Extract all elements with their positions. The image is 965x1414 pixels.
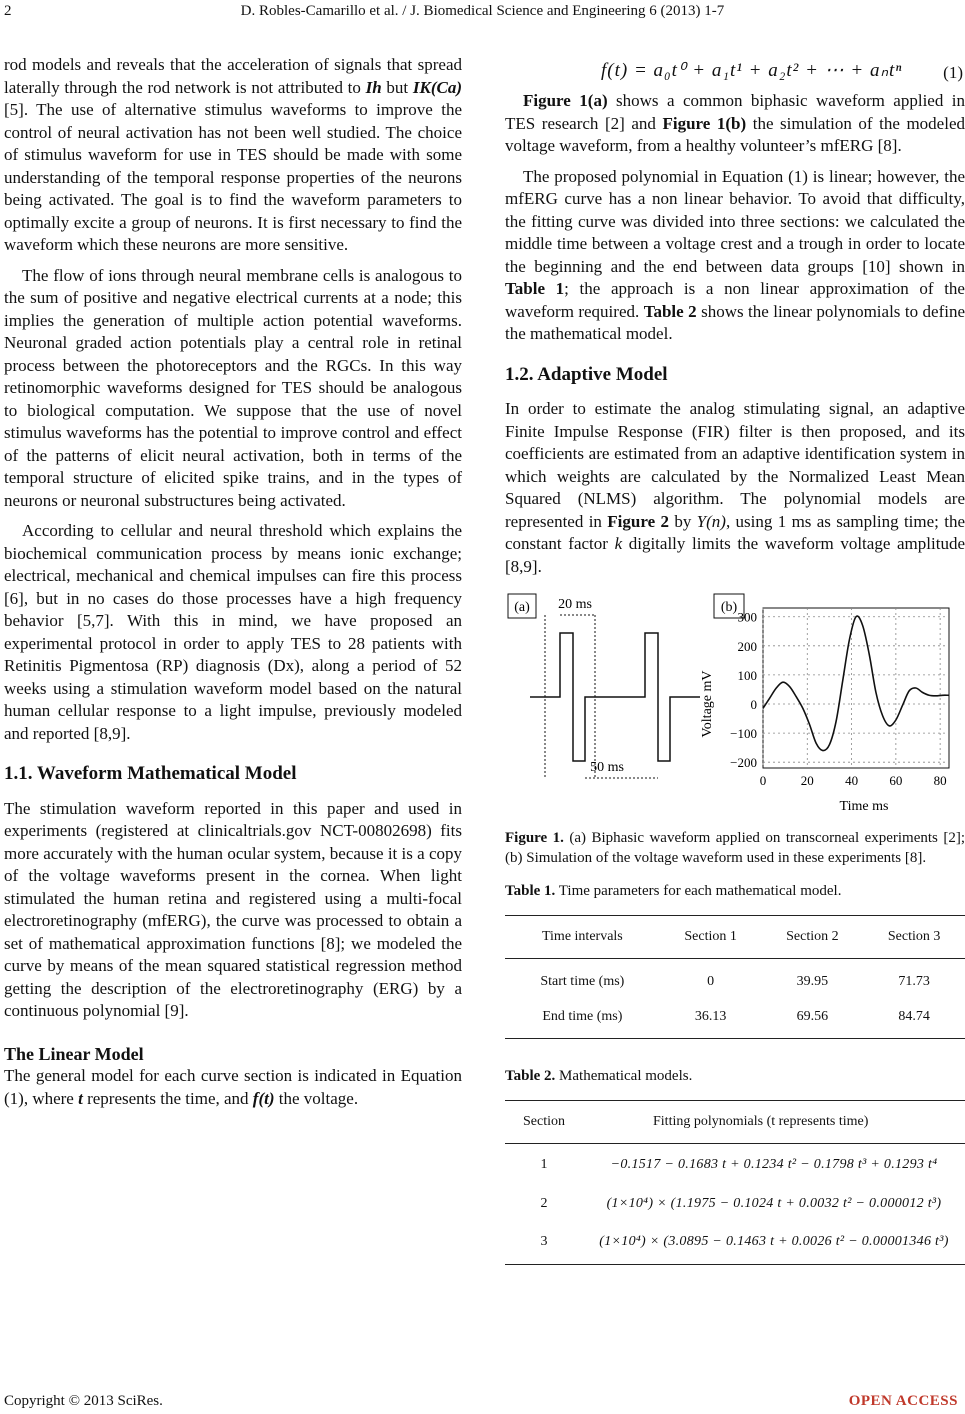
paragraph: Figure 1(a) shows a common biphasic waveform applied in TES research [2] and Figure 1(b) the simulation of the modeled voltage waveform, from a healthy volunteer’s mfERG [8]. [505, 91, 965, 155]
page-footer [4, 1393, 962, 1410]
y-tick-label: 0 [750, 697, 757, 712]
x-tick-label: 80 [933, 773, 947, 788]
ikca-term: IK(Ca) [412, 77, 462, 97]
x-tick-label: 60 [889, 773, 903, 788]
running-header [0, 0, 965, 30]
paragraph: The stimulation waveform reported in this paper and used in experiments (registered at clinicaltrials.gov NCT-00802698) fits more accurately with the human ocular system, because it is a copy of the voltage waveforms present in the cornea. When light stimulated the human retina and registered using a multi-focal electroretinography (mfERG), the curve was processed to obtain a set of mathematical approximation functions [8]; we modeled the curve by means of the mean squared statistical regression method getting the description of the electroretinography (ERG) by a continuous polynomial [9]. [4, 798, 462, 1020]
section-heading: 1.2. Adaptive Model [505, 363, 668, 385]
table-header-cell: Section [505, 1100, 583, 1144]
figure-1-caption: Figure 1. (a) Biphasic waveform applied on transcorneal experiments [2]; (b) Simulation of the voltage waveform used in these experiments [8]. [505, 830, 965, 866]
table-header-cell: Fitting polynomials (t represents time) [583, 1100, 965, 1144]
y-tick-label: −100 [730, 726, 757, 742]
subsection-heading: The Linear Model [4, 1043, 144, 1064]
panel-b-label: (b) [720, 600, 738, 615]
equation-number: (1) [943, 63, 963, 82]
equation-1 [505, 54, 965, 90]
y-tick-label: 200 [737, 638, 757, 654]
b-x-axis-label: Time ms [839, 799, 889, 814]
a-bottom-label: 50 ms [590, 760, 624, 775]
table-row: 1 −0.1517 − 0.1683 t + 0.1234 t² − 0.1798 t³ + 0.1293 t⁴ [540, 1157, 938, 1172]
b-y-axis-label: Voltage mV [700, 670, 715, 738]
paragraph: In order to estimate the analog stimulating signal, an adaptive Finite Impulse Response (FIR) filter is then proposed, and its coefficients are estimated from an adaptive identification system in which weights are calculated by the Normalized Least Mean Squared (NLMS) algorithm. The polynomial models are represented in Figure 2 by Y(n), using 1 ms as sampling time; the constant factor k digitally limits the waveform voltage amplitude [8,9]. [505, 399, 965, 576]
table-header-row [505, 1100, 965, 1144]
panel-a-label: (a) [514, 600, 530, 615]
table-header-cell: Section 2 [761, 915, 863, 959]
equation-body: f(t) = a₀t⁰ + a₁t¹ + a₂t² + ⋯ + aₙtⁿ [601, 60, 903, 81]
page-number: 2 [4, 3, 12, 19]
voltage-series-line [763, 616, 949, 750]
paragraph: The general model for each curve section is indicated in Equation (1), where t represents the time, and f(t) the voltage. [4, 1066, 462, 1108]
figure-1 [505, 588, 965, 816]
table-2-caption: Table 2. Mathematical models. [505, 1068, 693, 1084]
table-header-row [505, 915, 965, 959]
ih-term: Ih [365, 77, 382, 97]
biphasic-waveform [530, 633, 700, 761]
figure-1-svg [505, 588, 965, 816]
y-tick-label: −200 [730, 755, 757, 771]
table-row: 3 (1×10⁴) × (3.0895 − 0.1463 t + 0.0026 t² − 0.00001346 t³) [505, 1221, 965, 1264]
paragraph: rod models and reveals that the acceleration of signals that spread laterally through the rod network is not attributed to Ih but IK(Ca) [5]. The use of alternative stimulus waveforms to improve the control of neural activation has not been well studied. The choice of stimulus waveform for use in TES should be made with some understanding of the temporal response properties of the neurons being activated. The goal is to find the waveform parameters to optimally excite a group of neurons. It is first necessary to find the waveform which these neurons are more sensitive. [4, 55, 462, 254]
paragraph: The proposed polynomial in Equation (1) is linear; however, the mfERG curve has a non linear behavior. To avoid that difficulty, the fitting curve was divided into three sections: we calculated the middle time between a voltage crest and a trough in order to locate the beginning and the end between data groups [10] shown in Table 1; the approach is a non linear approximation of the waveform required. Table 2 shows the linear polynomials to define the mathematical model. [505, 166, 965, 343]
open-access-badge: OPEN ACCESS [848, 1393, 958, 1409]
x-tick-label: 20 [800, 773, 814, 788]
table-header-cell: Time intervals [505, 915, 660, 959]
copyright: Copyright © 2013 SciRes. [4, 1393, 163, 1409]
a-top-label: 20 ms [558, 597, 592, 612]
paragraph: According to cellular and neural threshold which explains the biochemical communication process by means ionic exchange; electrical, mechanical and chemical impulses can fire this process [6], but in no cases do those processes have a high frequency behavior [5,7]. With this in mind, we have proposed an experimental protocol in order to apply TES to 28 patients with Retinitis Pigmentosa (RP) diagnosis (Dx), along a period of 52 weeks using a stimulation waveform model based on the natural human cellular response to a light impulse, previously modeled and reported [8,9]. [4, 521, 462, 743]
paragraph: The flow of ions through neural membrane cells is analogous to the sum of positive and negative electrical currents at a node; this implies the generation of multiple action potential waveforms. Neuronal graded action potentials play a central role in retinal process between the photoreceptors and the RGCs. In this way retinomorphic waveforms designed for TES should be analogous to biological computation. We suppose that the use of novel stimulus waveforms has the potential to improve control and effect of the patterns of elicit neural activation, both in terms of the temporal structure of elicited spike trains, and in the types of neurons or neuronal substructures being activated. [4, 265, 462, 510]
right-column [505, 54, 965, 1265]
chart-area [730, 608, 949, 788]
left-column [4, 54, 462, 1118]
x-tick-label: 0 [759, 773, 767, 788]
x-tick-label: 40 [845, 773, 859, 788]
table-1 [505, 915, 965, 1040]
table-header-cell: Section 1 [660, 915, 762, 959]
y-tick-label: 300 [737, 609, 757, 625]
section-heading: 1.1. Waveform Mathematical Model [4, 763, 297, 784]
table-row: 2 (1×10⁴) × (1.1975 − 0.1024 t + 0.0032 t² − 0.000012 t³) [540, 1195, 942, 1211]
running-head: D. Robles-Camarillo et al. / J. Biomedical Science and Engineering 6 (2013) 1-7 [240, 3, 725, 19]
table-row: Start time (ms) 0 39.95 71.73 [540, 974, 930, 989]
table-2 [505, 1100, 965, 1265]
table-row: End time (ms) 36.13 69.56 84.74 [505, 1000, 965, 1039]
table-1-caption: Table 1. Time parameters for each mathematical model. [505, 883, 842, 899]
y-tick-label: 100 [737, 667, 757, 683]
table-header-cell: Section 3 [863, 915, 965, 959]
